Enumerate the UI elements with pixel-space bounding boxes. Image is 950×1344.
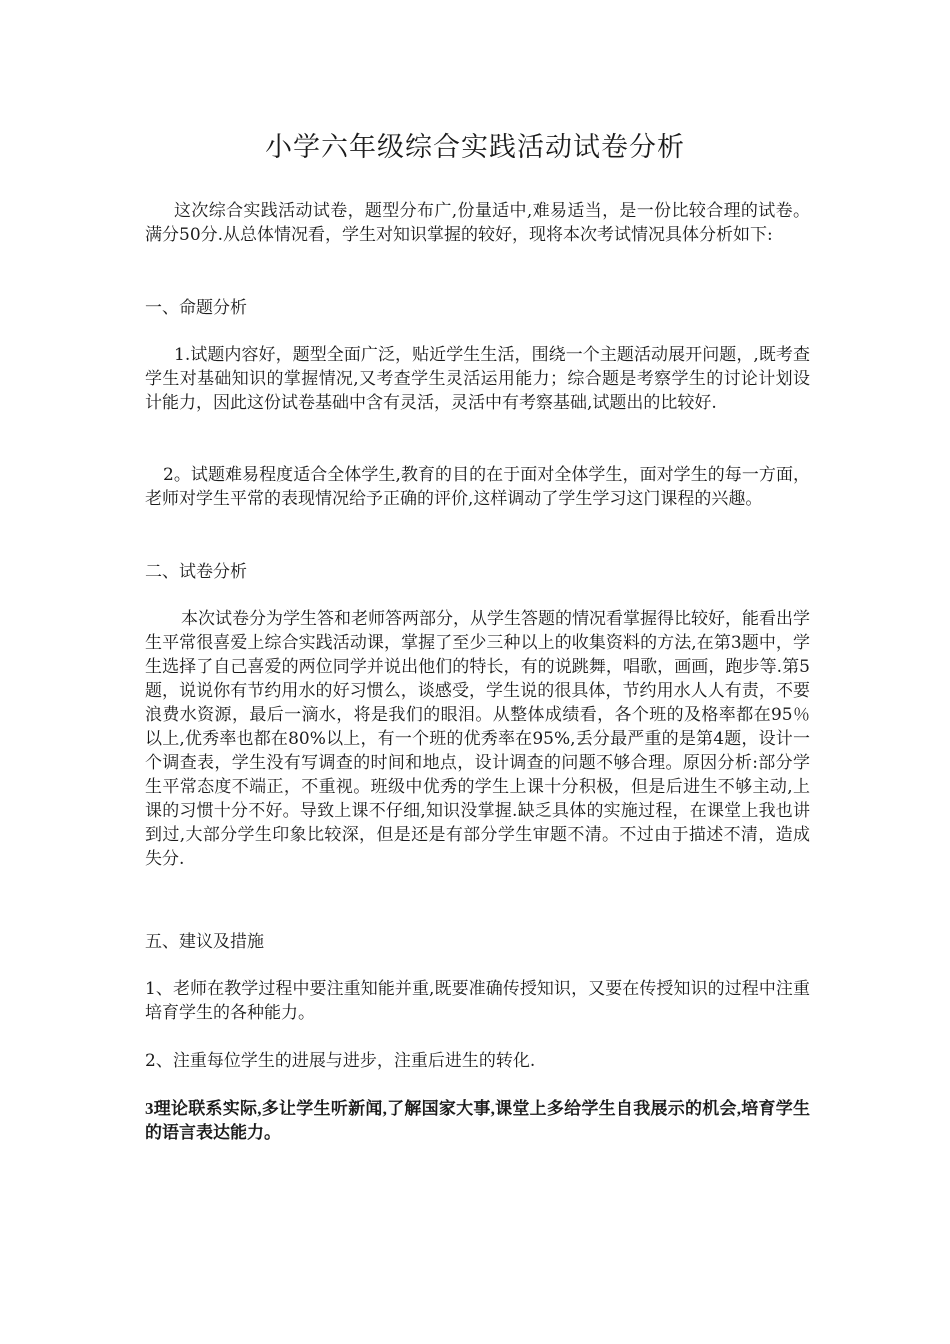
document-title: 小学六年级综合实践活动试卷分析 <box>265 132 685 163</box>
section2-paragraph: 本次试卷分为学生答和老师答两部分，从学生答题的情况看掌握得比较好，能看出学生平常很喜爱上综合实践活动课，掌握了至少三种以上的收集资料的方法,在第3题中，学生选择了自己喜爱的两位同学并说出他们的特长，有的说跳舞，唱歌，画画，跑步等.第5题，说说你有节约用水的好习惯么，谈感受，学生说的很具体，节约用水人人有责，不要浪费水资源，最后一滴水，将是我们的眼泪。从整体成绩看，各个班的及格率都在95％以上,优秀率也都在80%以上，有一个班的优秀率在95%,丢分最严重的是第4题，设计一个调查表，学生没有写调查的时间和地点，设计调查的问题不够合理。原因分析:部分学生平常态度不端正，不重视。班级中优秀的学生上课十分积极，但是后进生不够主动,上课的习惯十分不好。导致上课不仔细,知识没掌握.缺乏具体的实施过程，在课堂上我也讲到过,大部分学生印象比较深，但是还是有部分学生审题不清。不过由于描述不清，造成失分. <box>145 609 810 869</box>
section1-heading: 一、命题分析 <box>145 298 247 318</box>
suggestion-item-2: 2、注重每位学生的进展与进步，注重后进生的转化. <box>145 1051 536 1071</box>
suggestion-item-1: 1、老师在教学过程中要注重知能并重,既要准确传授知识，又要在传授知识的过程中注重培育学生的各种能力。 <box>145 979 810 1023</box>
section5-heading: 五、建议及措施 <box>145 932 264 952</box>
intro-paragraph: 这次综合实践活动试卷，题型分布广,份量适中,难易适当，是一份比较合理的试卷。满分50分.从总体情况看，学生对知识掌握的较好，现将本次考试情况具体分析如下: <box>145 201 810 245</box>
suggestion-item-3: 3理论联系实际,多让学生听新闻,了解国家大事,课堂上多给学生自我展示的机会,培育学生的语言表达能力。 <box>145 1099 810 1142</box>
section1-paragraph-2: 2。试题难易程度适合全体学生,教育的目的在于面对全体学生，面对学生的每一方面，老师对学生平常的表现情况给予正确的评价,这样调动了学生学习这门课程的兴趣。 <box>145 465 810 509</box>
section2-heading: 二、试卷分析 <box>145 562 247 582</box>
section1-paragraph-1: 1.试题内容好，题型全面广泛，贴近学生生活，围绕一个主题活动展开问题，,既考查学生对基础知识的掌握情况,又考查学生灵活运用能力；综合题是考察学生的讨论计划设计能力，因此这份试卷基础中含有灵活，灵活中有考察基础,试题出的比较好. <box>145 345 810 413</box>
